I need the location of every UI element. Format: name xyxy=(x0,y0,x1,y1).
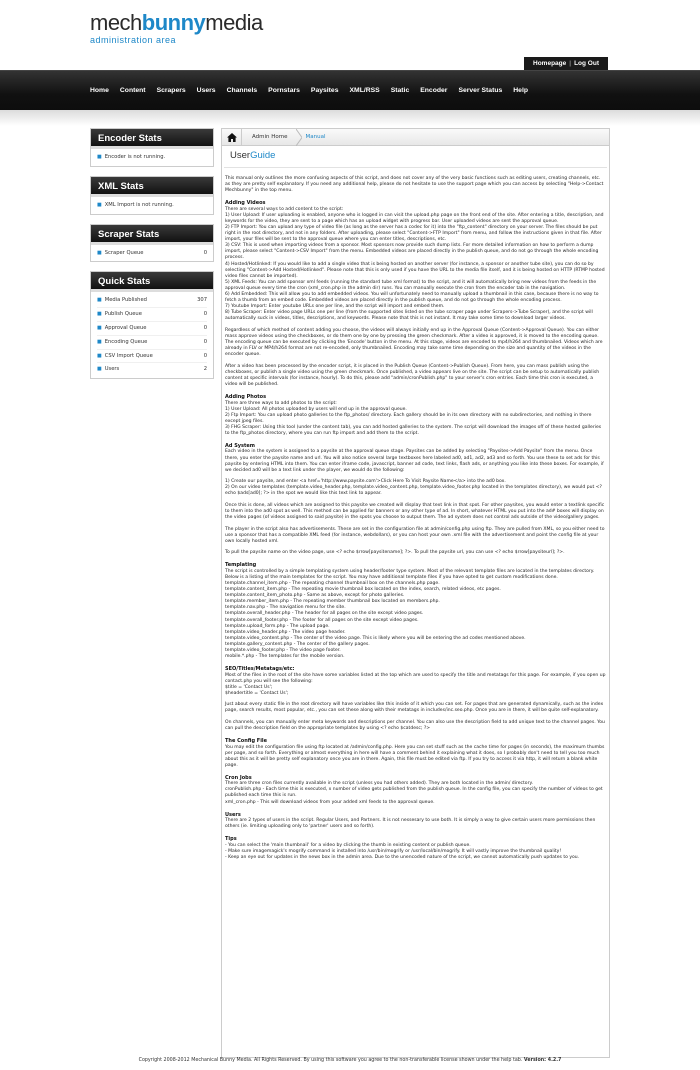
content-panel xyxy=(221,128,610,1058)
stat-value: 0 xyxy=(203,249,207,256)
stat-label: XML Import is not running. xyxy=(104,201,174,208)
section-heading: Adding Photos xyxy=(225,394,267,401)
logo-text-bunny: bunny xyxy=(141,10,206,35)
bullet-icon: ■ xyxy=(97,338,102,345)
stat-row-publish-queue[interactable] xyxy=(97,308,207,322)
guide-line: template.nav.php - The navigation menu for the site. xyxy=(225,605,346,611)
guide-line: 1) User Upload: All photos uploaded by users will end up in the approval queue. xyxy=(225,406,407,412)
bullet-icon: ■ xyxy=(97,366,102,373)
guide-paragraph: To pull the paysite name on the video page, use <? echo $rrow[paysitename]; ?>. To pull the paysite url, you can use <? echo $rrow[paysiteurl]; ?>. xyxy=(225,550,565,556)
guide-line: 2) FTP Import: You can upload any type of video file (as long as the server has a codec for it) into the "ftp_content" directory on your server. The files should be put right in the root directory, and not in any folders. After uploading, please select "Content->FTP Import" from menu, and follow the instructions given in that file. After import, your files will be sent to the approval queue where you can enter titles, descriptions, etc. xyxy=(225,224,602,243)
nav-content[interactable]: Content xyxy=(119,87,146,94)
guide-line: 3) FHG Scraper: Using this tool (under the content tab), you can add hosted galleries to the system. The script will download the images off of these hosted galleries to the ftp_photos directory, where you can run ftp import and add them to the script. xyxy=(225,424,602,436)
guide-line: There are three cron files currently available in the script (unless you had others added). They are both located in the admin/ directory. xyxy=(225,781,533,787)
guide-line: template.overall_header.php - The header for all pages on the site except video pages. xyxy=(225,611,424,617)
footer-version: Version: 4.2.7 xyxy=(523,1058,562,1063)
quick-stats-panel xyxy=(90,271,214,379)
section-heading: Cron Jobs xyxy=(225,774,252,781)
guide-line: template.overall_footer.php - The footer for all pages on the site except video pages. xyxy=(225,617,419,623)
logo-text-mech: mech xyxy=(90,10,142,35)
page-title xyxy=(224,146,607,168)
stat-value: 0 xyxy=(203,338,207,345)
nav-shadow xyxy=(0,110,700,126)
guide-paragraph: There are 2 types of users in the script. Regular Users, and Partners. It is not nessesary to use both. It is simply a way to give certain users more permissions then others (ie. limiting uploading only to 'partner' users and so forth). xyxy=(225,818,596,830)
guide-line: 5) XML Feeds: You can add sponsor xml feeds (running the standard tube xml format) to the script, and it will automatically bring new videos from the feeds in the approval queue every time the cron (xml_cron.php in the admin dir) runs. You can manually execute the cron from the encoder tab in the navigation. xyxy=(225,279,597,291)
nav-encoder[interactable]: Encoder xyxy=(420,87,448,94)
stat-label: Users xyxy=(104,366,120,373)
guide-line: 1) User Upload: If user uploading is enabled, anyone who is logged in can visit the upload.php page on the front end of the site. After entering a title, description, and keywords for the video, they are sent to a page which has an upload widget with progress bar. User uploaded videos are sent the approval queue. xyxy=(225,212,604,224)
stat-label: Publish Queue xyxy=(104,311,142,318)
guide-line: mobile.*.php - The templates for the mobile version. xyxy=(225,654,345,660)
stat-row[interactable] xyxy=(97,247,207,260)
guide-line: template.content_item_photo.php - Same as above, except for photo galleries. xyxy=(225,593,405,599)
breadcrumb-current: Manual xyxy=(305,134,326,140)
home-icon[interactable] xyxy=(222,129,242,145)
guide-line: 3) CSV: This is used when importing videos from a sponsor. Most sponsors now provide such dump lists. For more detailed information on how to perform a dump import, please select "Content->CSV Import" from the menu. Embedded videos are placed directly in the publish queue, and do not go through the whole encoding process. xyxy=(225,243,599,261)
panel-title: Encoder Stats xyxy=(91,129,213,149)
bullet-icon: ■ xyxy=(97,201,102,208)
page-body xyxy=(0,126,700,1061)
stat-label: Approval Queue xyxy=(104,324,147,331)
logo[interactable] xyxy=(90,12,263,45)
guide-line: template.content_item.php - The repeating movie thumbnail box located on the index, search, related videos, etc pages. xyxy=(225,587,501,593)
breadcrumb-admin-home[interactable]: Admin Home xyxy=(252,134,288,140)
cron-list xyxy=(225,781,606,805)
guide-intro: This manual only outlines the more confusing aspects of this script, and does not cover any of the very basic functions such as editing users, creating channels, etc. as they are pretty self explanatory. If you need any additional help, please do not hesitate to use the support page which you can access by selecting "Help->Contact Mechbunny" in the top menu. xyxy=(225,176,604,194)
sidebar xyxy=(90,128,214,388)
guide-line: 8) Tube Scraper: Enter video page URLs one per line (from the supported sites listed on the tube scraper page under Scrapers->Tube Scraper), and the script will automatically suck in videos, titles, descriptions, and keywords. Please note that this is not instant. It may take some time to download larger videos. xyxy=(225,310,593,322)
templates-list xyxy=(225,569,606,660)
guide-paragraph: You may edit the configuration file using ftp located at /admin/config.php. Here you can set stuff such as the cache time for pages (in seconds), the maximum thumbs per page, and so forth. Everything or almost everything in here will have a comment behind it explaining what it does, so I probably don't need to tell you too much about this as it will be pretty self explanatory once you are in there. Again, this file must be edited via ftp. If you try to access it via http, it will return a blank white page. xyxy=(225,744,605,768)
stat-row xyxy=(97,199,207,212)
stat-label: Encoder is not running. xyxy=(104,154,166,160)
section-heading: Adding Videos xyxy=(225,200,266,207)
stat-label: CSV Import Queue xyxy=(104,352,153,359)
user-guide-text xyxy=(222,168,609,861)
section-heading: Tips xyxy=(225,836,237,843)
guide-paragraph: Once this is done, all videos which are assigned to this paysite we created will display that text link in that spot. For other paysites, you would enter a textlink specific to them into the ad0 spot as well. This method can be applied for banners or any other type of ad. In short, whatever HTML you put into the ad# boxes will display on the video pages (of videos assigned to said paysite) in the spots you choose to output them. The ad system does not control ads outside of the video/gallery pages. xyxy=(225,502,605,521)
guide-line: cronPublish.php - Each time this is executed, x number of video gets published from the publish queue. In the config file, you can specify the number of videos to get published each time this is run. xyxy=(225,787,603,799)
guide-line: 1) Create our paysite, and enter <a href='http://www.paysite.com'>Click Here To Visit Paysite Name</a> into the ad0 box. xyxy=(225,479,506,485)
guide-line: - Keep an eye out for updates in the news box in the admin area. Due to the unencoded nature of the script, we cannot automatically push updates to you. xyxy=(225,854,580,860)
guide-line: The script is controlled by a simple templating system using header/footer type system. Most of the relevant template files are located in the templates directory. Below is a listing of the main templates for the script. You may have additional template files if you have opted to get custom modifications done. xyxy=(225,568,595,580)
stat-value: 0 xyxy=(203,352,207,359)
guide-line: 4) Hosted/Hotlinked: If you would like to add a single video that is being hosted on another server (for instance, a sponsor or another tube site), you can do so by selecting "Content->Add Hosted/Hotlinked". Please note that this is only used if you have the URL to the media file itself, and it is being hosted on HTTP (RTMP hosted video files cannot be imported). xyxy=(225,261,605,279)
guide-line: Most of the files in the root of the site have some variables listed at the top which are used to specify the title and metatags for this page. For example, if you open up contact.php you will see the following: xyxy=(225,672,606,684)
panel-title: Quick Stats xyxy=(91,272,213,292)
guide-line: - Make sure imagemagick's mogrify command is installed into /usr/bin/mogrify or /usr/local/bin/mogrify. It will vastly improve the thumbnail quality! xyxy=(225,848,562,854)
nav-users[interactable]: Users xyxy=(196,87,216,94)
nav-paysites[interactable]: Paysites xyxy=(310,87,339,94)
breadcrumb xyxy=(222,129,609,146)
guide-line: template.gallery_content.php - The center of the gallery pages. xyxy=(225,641,370,647)
section-heading: The Config File xyxy=(225,738,268,745)
stat-label: Scraper Queue xyxy=(104,249,144,256)
nav-scrapers[interactable]: Scrapers xyxy=(156,87,186,94)
guide-paragraph: Each video in the system is assigned to a paysite at the approval queue stage. Paysites can be added by selecting "Paysites->Add Paysite" from the menu. Once there, you enter the paysite name and url. You will also notice several large textboxes here labeled ad0, ad1, ad2, ad3 and so forth. You use these to set ads for this paysite by entering HTML into them. You can enter iframe code, javascript, banner ad code, text links, flash ads, or anything you like into these boxes. For example, if we decided ad0 will be a text link under the player, we would do the following: xyxy=(225,449,604,473)
guide-code-line: $title = 'Contact Us'; xyxy=(225,684,273,690)
panel-title: XML Stats xyxy=(91,177,213,197)
guide-line: template.upload_form.php - The upload page. xyxy=(225,623,330,629)
stat-value: 307 xyxy=(197,297,207,304)
guide-paragraph: Just about every static file in the root directory will have variables like this inside of it which you can set. For pages that are generated dynamically, such as the index page, search results, most popular, etc., you can set these along with their metatags in includes/inc.seo.php. Once you are in there, it will be quite self-explanatory. xyxy=(225,702,604,714)
ad-steps-list xyxy=(225,479,606,497)
nav-channels[interactable]: Channels xyxy=(226,87,258,94)
bullet-icon: ■ xyxy=(97,311,102,318)
nav-home[interactable]: Home xyxy=(90,87,109,94)
homepage-link[interactable]: Homepage xyxy=(533,60,567,67)
tips-list xyxy=(225,843,606,861)
bullet-icon: ■ xyxy=(97,154,102,160)
stat-value: 0 xyxy=(203,324,207,331)
guide-line: template.video_footer.php - The video page footer. xyxy=(225,647,341,653)
stat-label: Encoding Queue xyxy=(104,338,148,345)
main-nav xyxy=(0,70,700,110)
bullet-icon: ■ xyxy=(97,249,102,256)
nav-server-status[interactable]: Server Status xyxy=(458,87,503,94)
bullet-icon: ■ xyxy=(97,324,102,331)
nav-help[interactable]: Help xyxy=(513,87,528,94)
logo-text-media: media xyxy=(205,10,263,35)
logo-subtitle: administration area xyxy=(90,35,177,45)
guide-line: 7) Youtube Import: Enter youtube URLs one per line, and the script will import and embed them. xyxy=(225,304,445,310)
page-title-pre: User xyxy=(230,150,251,161)
footer xyxy=(0,1058,700,1063)
encoder-stats-panel xyxy=(90,128,214,167)
guide-line: 2) Ftp Import: You can upload photo galleries to the ftp_photos/ directory. Each gallery should be in its own directory with no subdirectories, and nothing in there except jpeg files. xyxy=(225,412,592,424)
footer-text: Copyright 2008-2012 Mechanical Bunny Media. All Rights Reserved. By using this software you agree to the non-transferable license shown under the help tab. xyxy=(138,1058,523,1063)
guide-paragraph: After a video has been processed by the encoder script, it is placed in the Publish Queue (Content->Publish Queue). From here, you can mass publish using the checkboxes, or publish a single video using the green checkmark. Once published, a video appears live on the site. The script can be setup to automatically publish content at specific intervals (for instance, hourly). To do this, please add "admin/cronPublish.php" to your server's cron entries. Each time this cron is executed, a video will be published. xyxy=(225,363,600,387)
stat-row-media-published[interactable] xyxy=(97,294,207,308)
stat-row xyxy=(97,151,207,164)
guide-line: template.video_header.php - The video page header. xyxy=(225,629,346,635)
guide-line: There are three ways to add photos to the script: xyxy=(225,400,337,406)
guide-paragraph: Regardless of which method of content adding you choose, the videos will always initially end up in the Approval Queue (Content->Approval Queue). You can either mass approve videos using the checkboxes, or do them one by one by pressing the green checkmark. After a video is approved, it is moved to the encoding queue. The encoding queue can be executed by clicking the 'Encode' button in the menu. At this stage, videos are encoded to mp4/h264 and thumbnailed. Videos which are already in FLV or MP4/h264 format are not re-encoded, only thumbnailed. Encoding may take some time depending on the size and quantity of the videos in the encoder queue. xyxy=(225,327,603,358)
top-links-separator: | xyxy=(569,60,572,67)
section-heading: Users xyxy=(225,811,241,818)
stat-label: Media Published xyxy=(104,297,147,304)
seo-block xyxy=(225,673,606,697)
logo-title xyxy=(90,12,263,34)
guide-line: - You can select the 'main thumbnail' for a video by clicking the thumb in existing content or publish queue. xyxy=(225,842,471,848)
guide-line: template.channel_item.php - The repeating channel thumbnail box on the channels.php page. xyxy=(225,580,440,586)
scraper-stats-panel xyxy=(90,224,214,263)
logout-link[interactable]: Log Out xyxy=(574,60,599,67)
xml-stats-panel xyxy=(90,176,214,215)
guide-code-line: $headertitle = 'Contact Us'; xyxy=(225,690,289,696)
adding-videos-list xyxy=(225,207,606,323)
guide-line: template.member_item.php - The repeating member thumbnail box located on members.php. xyxy=(225,599,440,605)
guide-paragraph: On channels, you can manually enter meta keywords and descriptions per channel. You can also use the description field to add unique text to the channel pages. You can pull the description field on the appropriate templates by using <? echo $catdesc; ?> xyxy=(225,719,605,731)
stat-row-approval-queue[interactable] xyxy=(97,322,207,336)
stat-row-users[interactable] xyxy=(97,363,207,376)
bullet-icon: ■ xyxy=(97,352,102,359)
panel-title: Scraper Stats xyxy=(91,225,213,245)
guide-line: 6) Add Embedded: This will allow you to add embedded videos. You will unfortunately need to manually upload a thumbnail in this case, because there is no way to fetch a thumb from an embed code. Embedded videos are placed directly in the publish queue, and do not go through the whole encoding process. xyxy=(225,292,599,304)
bullet-icon: ■ xyxy=(97,297,102,304)
stat-row-csv-import-queue[interactable] xyxy=(97,350,207,364)
guide-line: 2) On our video templates (template.video_header.php, template.video_content.php, template.video_footer.php located in the templates directory), we would put <? echo $ads[ad0]; ?> in the spot we would like this text link to appear. xyxy=(225,485,602,497)
header xyxy=(0,0,700,70)
stat-value: 0 xyxy=(203,311,207,318)
guide-line: xml_cron.php - This will download videos from your added xml feeds to the approval queue. xyxy=(225,799,435,805)
section-heading: SEO/Titles/Metatags/etc: xyxy=(225,666,295,673)
nav-xml-rss[interactable]: XML/RSS xyxy=(349,87,380,94)
section-heading: Ad System xyxy=(225,443,256,450)
guide-line: There are several ways to add content to the script: xyxy=(225,206,344,212)
page-title-accent: Guide xyxy=(250,150,276,161)
nav-static[interactable]: Static xyxy=(390,87,410,94)
guide-paragraph: The player in the script also has advertisements. These are set in the configuration file at admin/config.php using ftp. They are pulled from XML, so you either need to use a sponsor that has a compatible XML feed (for instance, webdollars), or you can host your own .xml file with the advertisement and point the config file at your own locally hosted xml. xyxy=(225,526,605,544)
guide-line: template.video_content.php - The center of the video page. This is likely where you will be entering the ad codes mentioned above. xyxy=(225,635,526,641)
stat-row-encoding-queue[interactable] xyxy=(97,336,207,350)
top-links xyxy=(524,57,608,70)
nav-pornstars[interactable]: Pornstars xyxy=(268,87,300,94)
adding-photos-list xyxy=(225,401,606,438)
stat-value: 2 xyxy=(203,366,207,373)
section-heading: Templating xyxy=(225,562,257,569)
